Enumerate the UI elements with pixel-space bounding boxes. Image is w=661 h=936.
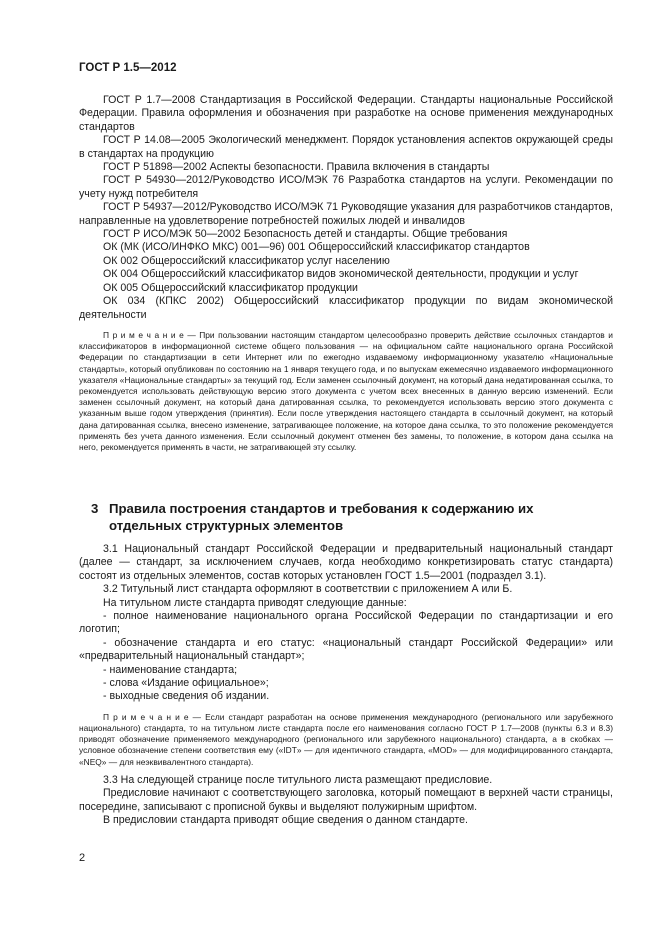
reference-item: ОК 005 Общероссийский классификатор продукции	[103, 281, 358, 294]
reference-item: ГОСТ Р 1.7—2008 Стандартизация в Российской Федерации. Стандарты национальные Российской Федерации. Правила оформления и обозначения при разработке на основе применения международных стандартов	[79, 94, 613, 133]
list-item: - выходные сведения об издании.	[103, 690, 270, 703]
section-title: Правила построения стандартов и требования к содержанию их отдельных структурных элементов	[109, 501, 534, 533]
list-item: - наименование стандарта;	[103, 663, 238, 676]
preface-paragraph: В предисловии стандарта приводят общие сведения о данном стандарте.	[103, 814, 469, 827]
list-item: - слова «Издание официальное»;	[103, 677, 269, 690]
reference-item: ОК 002 Общероссийский классификатор услуг населению	[103, 254, 390, 267]
section-number: 3	[91, 501, 99, 516]
reference-item: ГОСТ Р 51898—2002 Аспекты безопасности. Правила включения в стандарты	[103, 161, 490, 174]
section-3-body	[79, 543, 613, 828]
section-3-heading	[91, 500, 569, 534]
clause-3-1: 3.1 Национальный стандарт Российской Федерации и предварительный национальный стандарт (далее — стандарт, за исключением случаев, когда необходимо конкретизировать статус стандарта) состоят из отдельных элементов, состав которых установлен ГОСТ 1.5—2001 (подраздел 3.1).	[79, 543, 613, 582]
note-references	[79, 330, 613, 453]
reference-item: ГОСТ Р 54937—2012/Руководство ИСО/МЭК 71 Руководящие указания для разработчиков стандартов, направленные на удовлетворение потребностей пожилых людей и инвалидов	[79, 201, 613, 227]
list-item: - полное наименование национального органа Российской Федерации по стандартизации и его логотип;	[79, 610, 613, 636]
page-header-doc-id: ГОСТ Р 1.5—2012	[79, 62, 177, 74]
note-text: — Если стандарт разработан на основе применения международного (регионального или зарубежного национального) стандарта, то на титульном листе стандарта после его наименования согласно ГОСТ Р 1.7—2008 (пункты 6.3 и 8.3) приводят обозначение применяемого международного (регионального или зарубежного национального) стандарта, а в скобках — условное обозначение степени соответствия ему («IDT» — для идентичного стандарта, «MOD» — для модифицированного стандарта, «NEQ» — для неэквивалентного стандарта).	[79, 711, 614, 767]
reference-item: ГОСТ Р ИСО/МЭК 50—2002 Безопасность детей и стандарты. Общие требования	[103, 228, 508, 241]
title-page-intro: На титульном листе стандарта приводят следующие данные:	[103, 596, 407, 609]
note-label: П р и м е ч а н и е	[103, 711, 189, 722]
clause-3-2: 3.2 Титульный лист стандарта оформляют в соответствии с приложением А или Б.	[103, 583, 513, 596]
list-item: - обозначение стандарта и его статус: «национальный стандарт Российской Федерации» или «предварительный национальный стандарт»;	[79, 636, 613, 663]
reference-item: ГОСТ Р 54930—2012/Руководство ИСО/МЭК 76 Разработка стандартов на услуги. Рекомендации по учету нужд потребителя	[79, 174, 613, 200]
clause-3-3: 3.3 На следующей странице после титульного листа размещают предисловие.	[103, 773, 493, 786]
reference-item: ОК (МК (ИСО/ИНФКО МКС) 001—96) 001 Общероссийский классификатор стандартов	[103, 241, 530, 254]
note-label: П р и м е ч а н и е	[103, 329, 184, 340]
reference-item: ГОСТ Р 14.08—2005 Экологический менеджмент. Порядок установления аспектов окружающей среды в стандартах на продукцию	[79, 134, 613, 160]
preface-paragraph: Предисловие начинают с соответствующего заголовка, который помещают в верхней части страницы, посередине, записывают с прописной буквы и выделяют полужирным шрифтом.	[79, 787, 613, 813]
note-title-page	[79, 712, 613, 768]
note-text: — При пользовании настоящим стандартом целесообразно проверить действие ссылочных стандартов и классификаторов в информационной системе общего пользования — на официальном сайте национального органа Российской Федерации по стандартизации в сети Интернет или по ежегодно издаваемому информационному указателю «Национальные стандарты», который опубликован по состоянию на 1 января текущего года, и по выпускам ежемесячно издаваемого информационного указателя «Национальные стандарты» за текущий год. Если заменен ссылочный документ, на который дана недатированная ссылка, то рекомендуется использовать действующую версию этого документа с учетом всех внесенных в данную версию изменений. Если заменен ссылочный документ, на который дана датированная ссылка, то рекомендуется использовать версию этого документа с указанным выше годом утверждения (принятия). Если после утверждения настоящего стандарта в ссылочный документ, на который дана датированная ссылка, внесено изменение, затрагивающее положение, на которое дана ссылка, то это положение рекомендуется применять без учета данного изменения. Если ссылочный документ отменен без замены, то положение, в котором дана ссылка на него, рекомендуется применять в части, не затрагивающей эту ссылку.	[79, 329, 613, 452]
reference-item: ОК 034 (КПКС 2002) Общероссийский классификатор продукции по видам экономической деятельности	[79, 295, 613, 321]
normative-references	[79, 94, 613, 453]
page-number: 2	[79, 852, 86, 864]
reference-item: ОК 004 Общероссийский классификатор видов экономической деятельности, продукции и услуг	[103, 268, 579, 281]
